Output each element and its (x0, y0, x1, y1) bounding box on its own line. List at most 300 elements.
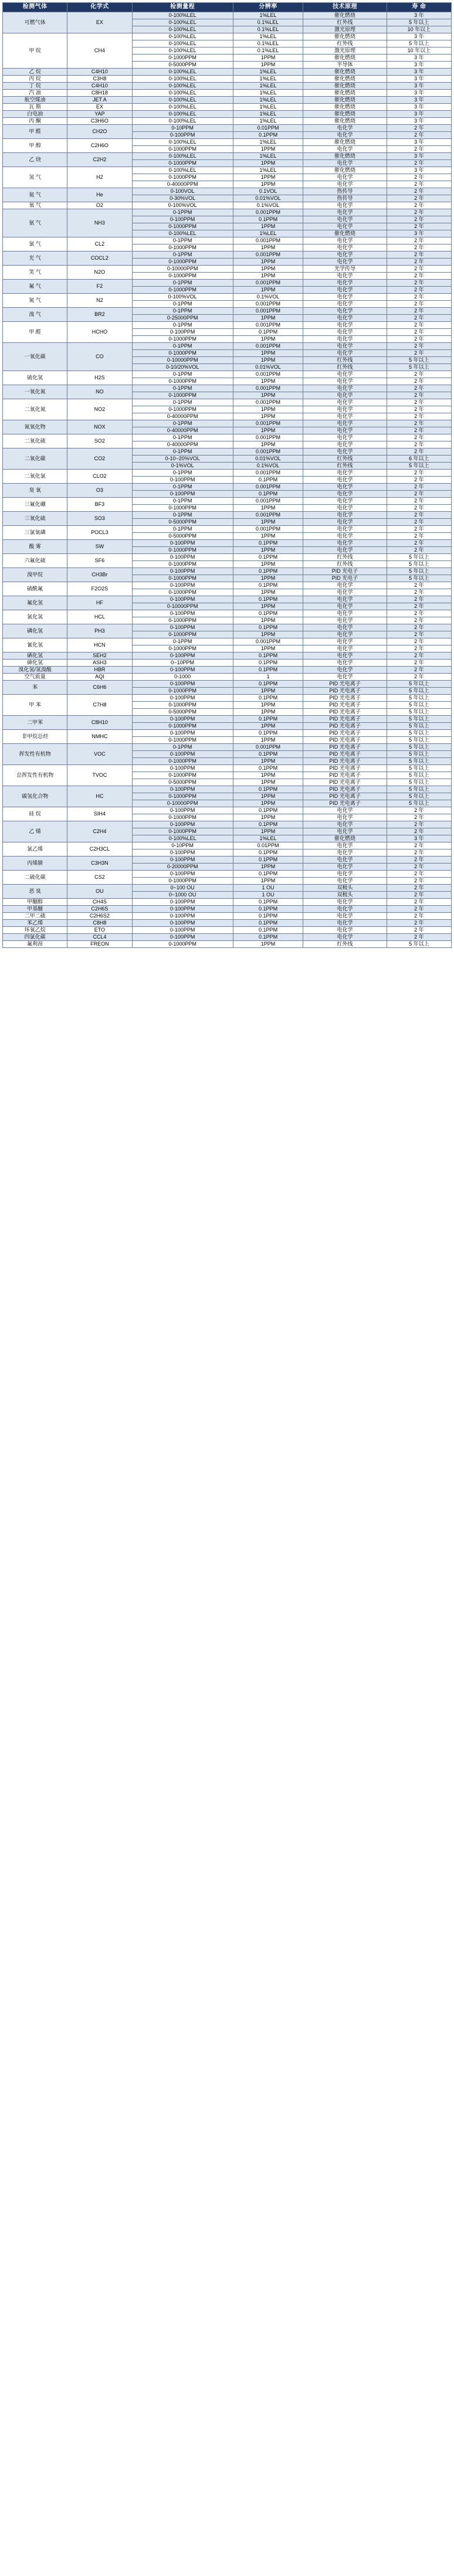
cell-technology: 催化燃烧 (303, 97, 387, 104)
cell-formula: ASH3 (67, 660, 132, 667)
cell-lifetime: 2 年 (387, 237, 451, 244)
cell-range: 0-1000PPM (132, 589, 233, 596)
cell-formula: C2H6S2 (67, 913, 132, 920)
cell-lifetime: 10 年以上 (387, 26, 451, 33)
cell-formula: CCL4 (67, 934, 132, 941)
cell-technology: 电化学 (303, 287, 387, 294)
cell-lifetime: 2 年 (387, 378, 451, 385)
table-row (3, 498, 452, 505)
cell-range: 0-10000PPM (132, 800, 233, 807)
cell-lifetime: 5 年以上 (387, 941, 451, 948)
cell-technology: 电化学 (303, 842, 387, 849)
table-row (3, 125, 452, 132)
cell-technology: 催化燃烧 (303, 167, 387, 174)
cell-resolution: 0.1PPM (233, 582, 303, 589)
cell-technology: 半导体 (303, 62, 387, 69)
cell-resolution: 1PPM (233, 378, 303, 385)
cell-resolution: 1PPM (233, 223, 303, 230)
cell-resolution: 1%LEL (233, 139, 303, 146)
cell-resolution: 0.1%VOL (233, 294, 303, 301)
cell-technology: 电化学 (303, 927, 387, 934)
table-row (3, 308, 452, 315)
cell-formula: FREON (67, 941, 132, 948)
cell-technology: 电化学 (303, 617, 387, 624)
cell-range: 0-100PPM (132, 624, 233, 631)
table-row (3, 294, 452, 301)
cell-resolution: 1PPM (233, 287, 303, 294)
cell-formula: YAP (67, 111, 132, 118)
cell-gas-name: 甲 醛 (3, 322, 67, 343)
cell-resolution: 1%LEL (233, 33, 303, 40)
cell-range: 0-100PPM (132, 913, 233, 920)
cell-range: 0-100%LEL (132, 167, 233, 174)
table-row (3, 899, 452, 906)
cell-formula: C8H18 (67, 90, 132, 97)
cell-gas-name: 三氯氧磷 (3, 526, 67, 540)
cell-range: 0-1PPM (132, 470, 233, 477)
cell-technology: 催化燃烧 (303, 69, 387, 76)
cell-formula: ETO (67, 927, 132, 934)
cell-lifetime: 5 年以上 (387, 357, 451, 364)
cell-gas-name: 氟化氢 (3, 596, 67, 610)
cell-lifetime: 5 年以上 (387, 800, 451, 807)
cell-technology: 电化学 (303, 667, 387, 674)
table-row (3, 237, 452, 244)
cell-technology: 电化学 (303, 828, 387, 835)
cell-range: 0-1000PPM (132, 575, 233, 582)
cell-lifetime: 3 年 (387, 139, 451, 146)
cell-resolution: 0.001PPM (233, 448, 303, 456)
table-row (3, 913, 452, 920)
cell-resolution: 1PPM (233, 392, 303, 399)
cell-resolution: 1PPM (233, 631, 303, 638)
header-formula: 化学式 (67, 3, 132, 12)
cell-range: 0-100PPM (132, 849, 233, 857)
cell-resolution: 0.1%LEL (233, 47, 303, 55)
cell-range: 0-100PPM (132, 216, 233, 223)
cell-lifetime: 5 年以上 (387, 364, 451, 371)
cell-gas-name: 二硫化碳 (3, 871, 67, 885)
cell-resolution: 0.001PPM (233, 744, 303, 751)
cell-gas-name: 溴化氢/氢溴酸 (3, 667, 67, 674)
cell-range: 0-1PPM (132, 399, 233, 406)
cell-resolution: 1PPM (233, 688, 303, 695)
table-row (3, 744, 452, 751)
cell-formula: O3 (67, 484, 132, 498)
cell-resolution: 0.1PPM (233, 906, 303, 913)
cell-resolution: 1%LEL (233, 835, 303, 842)
cell-resolution: 0.1PPM (233, 540, 303, 547)
cell-gas-name: 氯乙烯 (3, 842, 67, 857)
cell-resolution: 1PPM (233, 561, 303, 568)
cell-lifetime: 2 年 (387, 174, 451, 181)
cell-technology: 电化学 (303, 294, 387, 301)
cell-lifetime: 2 年 (387, 828, 451, 835)
cell-resolution: 0.1PPM (233, 610, 303, 617)
cell-lifetime: 2 年 (387, 519, 451, 526)
cell-gas-name: 笑 气 (3, 266, 67, 280)
cell-gas-name: 甲 烷 (3, 33, 67, 69)
cell-gas-name: 甲基醚 (3, 906, 67, 913)
cell-technology: 电化学 (303, 653, 387, 660)
cell-resolution: 0.1PPM (233, 913, 303, 920)
cell-resolution: 1PPM (233, 259, 303, 266)
cell-range: 0-40000PPM (132, 427, 233, 434)
cell-resolution: 1PPM (233, 350, 303, 357)
cell-technology: PID 光电离子 (303, 716, 387, 723)
cell-lifetime: 3 年 (387, 62, 451, 69)
cell-lifetime: 2 年 (387, 280, 451, 287)
cell-lifetime: 3 年 (387, 69, 451, 76)
cell-range: 0-1PPM (132, 744, 233, 751)
cell-technology: 双极头 (303, 885, 387, 892)
cell-range: 0-1PPM (132, 301, 233, 308)
cell-lifetime: 2 年 (387, 807, 451, 814)
table-row (3, 674, 452, 681)
cell-resolution: 0.1%VOL (233, 463, 303, 470)
cell-technology: PID 光电离子 (303, 779, 387, 786)
cell-resolution: 0.001PPM (233, 322, 303, 329)
cell-range: 0-100%LEL (132, 19, 233, 26)
cell-technology: 电化学 (303, 378, 387, 385)
cell-technology: 电化学 (303, 864, 387, 871)
cell-lifetime: 2 年 (387, 343, 451, 350)
cell-range: 0-5000PPM (132, 62, 233, 69)
cell-lifetime: 2 年 (387, 589, 451, 596)
cell-lifetime: 5 年以上 (387, 758, 451, 765)
table-row (3, 610, 452, 617)
cell-formula: EX (67, 104, 132, 111)
cell-lifetime: 2 年 (387, 617, 451, 624)
table-row (3, 153, 452, 160)
cell-lifetime: 2 年 (387, 470, 451, 477)
cell-technology: 电化学 (303, 315, 387, 322)
cell-range: 0-10000PPM (132, 603, 233, 610)
cell-resolution: 1PPM (233, 828, 303, 835)
cell-technology: 电化学 (303, 821, 387, 828)
table-row (3, 730, 452, 737)
cell-lifetime: 2 年 (387, 427, 451, 434)
cell-resolution: 0.1PPM (233, 716, 303, 723)
cell-gas-name: 六氟化硫 (3, 554, 67, 568)
cell-range: 0-100PPM (132, 786, 233, 793)
cell-technology: 催化燃烧 (303, 33, 387, 40)
cell-resolution: 1%LEL (233, 167, 303, 174)
cell-lifetime: 2 年 (387, 244, 451, 252)
cell-lifetime: 2 年 (387, 336, 451, 343)
cell-range: 0-1000PPM (132, 259, 233, 266)
table-row (3, 906, 452, 913)
cell-range: 0-100%LEL (132, 12, 233, 19)
cell-gas-name: 氢 气 (3, 167, 67, 188)
header-resolution: 分辨率 (233, 3, 303, 12)
cell-lifetime: 5 年以上 (387, 723, 451, 730)
cell-gas-name: 苯 (3, 681, 67, 695)
cell-technology: 电化学 (303, 519, 387, 526)
cell-technology: 电化学 (303, 505, 387, 512)
cell-resolution: 0.01%VOL (233, 364, 303, 371)
cell-technology: 光学传导 (303, 266, 387, 273)
cell-lifetime: 6 年以上 (387, 456, 451, 463)
cell-lifetime: 3 年 (387, 118, 451, 125)
cell-gas-name: 丙烯腈 (3, 857, 67, 871)
cell-range: 0-100%LEL (132, 111, 233, 118)
cell-range: 0-1000PPM (132, 336, 233, 343)
cell-lifetime: 2 年 (387, 301, 451, 308)
cell-technology: 红外线 (303, 40, 387, 47)
cell-formula: VOC (67, 744, 132, 765)
cell-gas-name: 乙 炔 (3, 153, 67, 167)
cell-lifetime: 2 年 (387, 259, 451, 266)
header-lifetime: 寿 命 (387, 3, 451, 12)
cell-lifetime: 3 年 (387, 55, 451, 62)
cell-range: 0-1000PPM (132, 737, 233, 744)
cell-lifetime: 2 年 (387, 132, 451, 139)
cell-formula: C2H3CL (67, 842, 132, 857)
cell-gas-name: 二氧化氮 (3, 399, 67, 420)
cell-range: 0-40000PPM (132, 181, 233, 188)
cell-formula: NO2 (67, 399, 132, 420)
cell-technology: 电化学 (303, 807, 387, 814)
cell-range: 0-10PPM (132, 125, 233, 132)
cell-lifetime: 5 年以上 (387, 737, 451, 744)
cell-resolution: 0.001PPM (233, 343, 303, 350)
cell-gas-name: 氯 气 (3, 237, 67, 252)
cell-resolution: 1PPM (233, 505, 303, 512)
cell-lifetime: 2 年 (387, 322, 451, 329)
cell-range: 0-1000PPM (132, 223, 233, 230)
cell-resolution: 0.001PPM (233, 512, 303, 519)
cell-technology: 红外线 (303, 357, 387, 364)
cell-technology: 电化学 (303, 125, 387, 132)
cell-technology: 电化学 (303, 849, 387, 857)
cell-technology: 电化学 (303, 526, 387, 533)
cell-formula: CH4 (67, 33, 132, 69)
table-row (3, 786, 452, 793)
cell-gas-name: 丙 酮 (3, 118, 67, 125)
cell-lifetime: 5 年以上 (387, 695, 451, 702)
cell-resolution: 1PPM (233, 533, 303, 540)
cell-range: 0-30%VOL (132, 195, 233, 202)
cell-resolution: 1PPM (233, 62, 303, 69)
cell-resolution: 1PPM (233, 336, 303, 343)
cell-technology: 红外线 (303, 941, 387, 948)
cell-technology: 电化学 (303, 146, 387, 153)
table-row (3, 596, 452, 603)
table-row (3, 118, 452, 125)
cell-technology: 红外线 (303, 554, 387, 561)
table-row (3, 821, 452, 828)
cell-range: 0-100%LEL (132, 47, 233, 55)
cell-range: 0-100PPM (132, 681, 233, 688)
cell-range: 0-1PPM (132, 638, 233, 645)
cell-lifetime: 2 年 (387, 181, 451, 188)
cell-resolution: 1PPM (233, 406, 303, 413)
cell-gas-name: 氮 气 (3, 294, 67, 308)
cell-gas-name: 氦 气 (3, 188, 67, 202)
cell-lifetime: 5 年以上 (387, 554, 451, 561)
cell-resolution: 1%LEL (233, 97, 303, 104)
cell-formula: HC (67, 786, 132, 807)
cell-lifetime: 2 年 (387, 821, 451, 828)
table-row (3, 399, 452, 406)
table-row (3, 76, 452, 83)
cell-resolution: 1PPM (233, 709, 303, 716)
cell-technology: 催化燃烧 (303, 230, 387, 237)
table-row (3, 470, 452, 477)
cell-range: 0-100%LEL (132, 69, 233, 76)
cell-lifetime: 5 年以上 (387, 561, 451, 568)
cell-technology: PID 光电离子 (303, 702, 387, 709)
cell-resolution: 1%LEL (233, 83, 303, 90)
cell-lifetime: 2 年 (387, 188, 451, 195)
cell-technology: 催化燃烧 (303, 90, 387, 97)
cell-range: 0-1000PPM (132, 174, 233, 181)
cell-formula: CS2 (67, 871, 132, 885)
cell-resolution: 0.001PPM (233, 301, 303, 308)
cell-resolution: 0.1PPM (233, 934, 303, 941)
cell-lifetime: 3 年 (387, 97, 451, 104)
cell-resolution: 0.1PPM (233, 653, 303, 660)
cell-technology: 电化学 (303, 498, 387, 505)
cell-lifetime: 2 年 (387, 441, 451, 448)
cell-technology: 电化学 (303, 913, 387, 920)
table-row (3, 167, 452, 174)
table-row (3, 83, 452, 90)
cell-gas-name: 可燃气体 (3, 12, 67, 33)
cell-range: 0-1000PPM (132, 146, 233, 153)
cell-technology: 电化学 (303, 420, 387, 427)
cell-formula: NH3 (67, 209, 132, 237)
cell-lifetime: 2 年 (387, 674, 451, 681)
cell-resolution: 1%LEL (233, 90, 303, 97)
header-range: 检测量程 (132, 3, 233, 12)
cell-range: 0-1PPM (132, 526, 233, 533)
cell-range: 0-100PPM (132, 568, 233, 575)
cell-range: 0-100%LEL (132, 230, 233, 237)
table-row (3, 667, 452, 674)
cell-range: 0-1000PPM (132, 244, 233, 252)
cell-formula: CLO2 (67, 470, 132, 484)
cell-technology: 电化学 (303, 371, 387, 378)
cell-lifetime: 2 年 (387, 871, 451, 878)
cell-resolution: 0.001PPM (233, 498, 303, 505)
cell-technology: 热传导 (303, 188, 387, 195)
cell-technology: 电化学 (303, 209, 387, 216)
cell-formula: H2 (67, 167, 132, 188)
cell-technology: 电化学 (303, 343, 387, 350)
cell-resolution: 1%LEL (233, 153, 303, 160)
cell-resolution: 1PPM (233, 864, 303, 871)
cell-technology: 双极头 (303, 892, 387, 899)
cell-range: 0-1PPM (132, 252, 233, 259)
cell-range: 0-20000PPM (132, 864, 233, 871)
cell-technology: 红外线 (303, 19, 387, 26)
cell-lifetime: 2 年 (387, 610, 451, 617)
cell-technology: 电化学 (303, 174, 387, 181)
cell-gas-name: 四氯化碳 (3, 934, 67, 941)
cell-technology: PID 光电离子 (303, 695, 387, 702)
cell-range: 0-100PPM (132, 653, 233, 660)
cell-range: 0-5000PPM (132, 709, 233, 716)
table-row (3, 322, 452, 329)
cell-technology: PID 光电离子 (303, 793, 387, 800)
cell-lifetime: 2 年 (387, 645, 451, 653)
cell-technology: PID 光电离子 (303, 681, 387, 688)
table-row (3, 554, 452, 561)
cell-lifetime: 2 年 (387, 920, 451, 927)
cell-resolution: 1PPM (233, 519, 303, 526)
cell-range: 0-100%LEL (132, 26, 233, 33)
cell-resolution: 0.001PPM (233, 484, 303, 491)
cell-gas-name: 瓦 斯 (3, 104, 67, 111)
cell-technology: 电化学 (303, 645, 387, 653)
cell-gas-name: 甲醚醇 (3, 899, 67, 906)
gas-spec-table (2, 2, 452, 948)
cell-range: 0-100PPM (132, 132, 233, 139)
cell-range: 0-100%VOL (132, 202, 233, 209)
cell-range: 0-100%LEL (132, 40, 233, 47)
cell-gas-name: 汽 油 (3, 90, 67, 97)
cell-technology: 电化学 (303, 491, 387, 498)
cell-lifetime: 3 年 (387, 76, 451, 83)
cell-formula: JET A (67, 97, 132, 104)
table-row (3, 371, 452, 378)
cell-resolution: 0.1%LEL (233, 40, 303, 47)
cell-technology: 电化学 (303, 223, 387, 230)
cell-resolution: 1PPM (233, 814, 303, 821)
table-row (3, 420, 452, 427)
cell-gas-name: 甲 醇 (3, 139, 67, 153)
table-row (3, 765, 452, 772)
cell-lifetime: 2 年 (387, 512, 451, 519)
cell-resolution: 1PPM (233, 793, 303, 800)
table-row (3, 97, 452, 104)
cell-lifetime: 3 年 (387, 111, 451, 118)
cell-resolution: 0.1PPM (233, 765, 303, 772)
cell-range: 0-100PPM (132, 934, 233, 941)
cell-lifetime: 2 年 (387, 857, 451, 864)
cell-resolution: 1PPM (233, 723, 303, 730)
cell-formula: C7H8 (67, 695, 132, 716)
cell-gas-name: 白电油 (3, 111, 67, 118)
cell-resolution: 1%LEL (233, 230, 303, 237)
cell-gas-name: 氯化氢 (3, 610, 67, 624)
cell-resolution: 1PPM (233, 413, 303, 420)
cell-range: 0-100PPM (132, 491, 233, 498)
cell-resolution: 1PPM (233, 589, 303, 596)
cell-gas-name: 二氧化氯 (3, 470, 67, 484)
cell-resolution: 1PPM (233, 547, 303, 554)
cell-resolution: 0.1PPM (233, 751, 303, 758)
cell-range: 0-100PPM (132, 695, 233, 702)
cell-formula: SF6 (67, 554, 132, 568)
cell-lifetime: 2 年 (387, 624, 451, 631)
cell-range: 0-1PPM (132, 420, 233, 427)
cell-lifetime: 2 年 (387, 420, 451, 427)
cell-resolution: 0.001PPM (233, 470, 303, 477)
cell-resolution: 0.1PPM (233, 920, 303, 927)
cell-resolution: 1PPM (233, 800, 303, 807)
cell-gas-name: 二甲二硫 (3, 913, 67, 920)
cell-formula: CL2 (67, 237, 132, 252)
cell-gas-name: 溴甲烷 (3, 568, 67, 582)
cell-resolution: 0.1PPM (233, 927, 303, 934)
cell-range: 0-5000PPM (132, 519, 233, 526)
cell-technology: 电化学 (303, 329, 387, 336)
cell-range: 0-100PPM (132, 821, 233, 828)
table-row (3, 927, 452, 934)
